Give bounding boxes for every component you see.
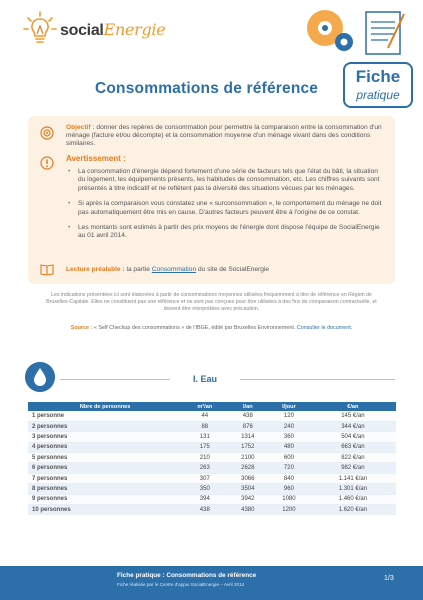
table-cell: 210: [182, 453, 227, 463]
table-cell: 1.141 €/an: [310, 473, 396, 483]
warning-heading: Avertissement :: [66, 154, 126, 163]
lecture-text-2: du site de SocialEnergie: [196, 266, 270, 273]
column-header: Nbre de personnes: [28, 402, 182, 411]
table-row: [28, 442, 396, 452]
table-cell: 663 €/an: [310, 442, 396, 452]
table-cell: 8 personnes: [28, 484, 182, 494]
table-cell: 982 €/an: [310, 463, 396, 473]
logo-accent: Energie: [103, 20, 166, 39]
consulter-document-link[interactable]: Consulter le document.: [296, 325, 353, 331]
table-cell: 240: [268, 421, 310, 431]
table-cell: 2628: [227, 463, 268, 473]
table-cell: 1.301 €/an: [310, 484, 396, 494]
table-cell: 504 €/an: [310, 432, 396, 442]
table-cell: 1200: [268, 505, 310, 515]
list-item: • La consommation d'énergie dépend fortement d'une série de facteurs tels que l'état du bâti, la situation du logement, les équipements présents, les habitudes de consommation, etc. Les chiffres suivants sont présentés à titre indicatif et ne reflètent pas la diversité des situations vécues par les ménages.: [66, 168, 384, 193]
table-cell: 7 personnes: [28, 473, 182, 483]
logo-prefix: social: [60, 22, 104, 39]
table-cell: 600: [268, 453, 310, 463]
logo-text: [60, 20, 165, 40]
table-cell: 438: [182, 505, 227, 515]
table-cell: 3066: [227, 473, 268, 483]
lecture-label: Lecture préalable :: [66, 266, 125, 273]
table-cell: 960: [268, 484, 310, 494]
table-cell: 88: [182, 421, 227, 431]
table-row: [28, 494, 396, 504]
table-cell: 10 personnes: [28, 505, 182, 515]
table-header-row: [28, 402, 396, 411]
target-icon: [40, 126, 54, 140]
socialenergie-logo: [22, 10, 165, 46]
table-cell: 4380: [227, 505, 268, 515]
consommation-link[interactable]: Consommation: [151, 266, 197, 273]
table-cell: 131: [182, 432, 227, 442]
badge-line1: Fiche: [355, 67, 401, 86]
table-cell: 2 personnes: [28, 421, 182, 431]
table-cell: 360: [268, 432, 310, 442]
column-header: m³/an: [182, 402, 227, 411]
table-row: [28, 421, 396, 431]
table-cell: 4 personnes: [28, 442, 182, 452]
table-row: [28, 453, 396, 463]
table-cell: 1.460 €/an: [310, 494, 396, 504]
objectif-label: Objectif :: [66, 124, 95, 131]
table-cell: 350: [182, 484, 227, 494]
lecture-prealable: [66, 266, 269, 273]
source-line: [30, 325, 393, 331]
table-cell: 3942: [227, 494, 268, 504]
objectif-paragraph: [66, 124, 386, 148]
header-decoration: [300, 6, 410, 58]
water-drop-icon: [25, 362, 55, 392]
table-cell: 44: [182, 411, 227, 421]
table-cell: 5 personnes: [28, 453, 182, 463]
page-number: 1/3: [384, 575, 394, 582]
table-row: [28, 432, 396, 442]
table-cell: 344 €/an: [310, 421, 396, 431]
table-cell: 3504: [227, 484, 268, 494]
list-item: • Si après la comparaison vous constatez une « surconsommation », le comportement du ménage ne doit pas automatiquement être mis en cause. D'autres facteurs peuvent être à l'origine de ce constat.: [66, 200, 384, 217]
table-row: [28, 411, 396, 421]
table-cell: 3 personnes: [28, 432, 182, 442]
table-cell: 145 €/an: [310, 411, 396, 421]
source-text: « Self Checkup des consommations » de l'IBGE, édité par Bruxelles Environnement.: [92, 325, 297, 331]
table-cell: 876: [227, 421, 268, 431]
list-item: • Les montants sont estimés à partir des prix moyens de l'énergie dont dispose l'équipe de SocialEnergie au 01 avril 2014.: [66, 224, 384, 241]
section-header-eau: [0, 362, 423, 398]
warning-icon: [40, 156, 54, 170]
table-cell: 394: [182, 494, 227, 504]
lightbulb-icon: [22, 10, 58, 46]
table-row: [28, 484, 396, 494]
table-cell: 1752: [227, 442, 268, 452]
table-row: [28, 473, 396, 483]
table-row: [28, 463, 396, 473]
section-title: I. Eau: [170, 371, 240, 387]
table-cell: 822 €/an: [310, 453, 396, 463]
water-consumption-table: [28, 402, 396, 515]
page-title: Consommations de référence: [95, 80, 319, 97]
gears-icon: [307, 10, 353, 51]
table-cell: 2100: [227, 453, 268, 463]
table-cell: 120: [268, 411, 310, 421]
table-cell: 1.620 €/an: [310, 505, 396, 515]
table-cell: 438: [227, 411, 268, 421]
document-icon: [366, 12, 404, 54]
table-cell: 1080: [268, 494, 310, 504]
footer-title: Fiche pratique : Consommations de référence: [117, 572, 257, 579]
table-cell: 9 personnes: [28, 494, 182, 504]
info-box: [28, 116, 395, 284]
table-cell: 1 personne: [28, 411, 182, 421]
table-cell: 6 personnes: [28, 463, 182, 473]
column-header: €/an: [310, 402, 396, 411]
table-cell: 307: [182, 473, 227, 483]
table-cell: 720: [268, 463, 310, 473]
table-cell: 840: [268, 473, 310, 483]
table-cell: 480: [268, 442, 310, 452]
table-cell: 1314: [227, 432, 268, 442]
fiche-pratique-badge: [343, 62, 413, 108]
table-cell: 263: [182, 463, 227, 473]
disclaimer-note: Les indications présentées ici sont élaborées à partir de consommations moyennes utilisées fréquemment à titre de référence en Région de Bruxelles-Capitale. Elles ne constituent pas une référence et ne sont pas conçues pour être utilisées à des fins de comparaison contractuelle, et doivent être interprétées avec précaution.: [46, 292, 377, 312]
source-label: Source :: [70, 325, 93, 331]
lecture-text-1: la partie: [124, 266, 152, 273]
badge-line2: pratique: [356, 88, 400, 102]
page-footer: [0, 566, 423, 600]
column-header: l/an: [227, 402, 268, 411]
objectif-text: donner des repères de consommation pour permettre la comparaison entre la consommation d'un ménage (facture et/ou décompte) et la consommation moyenne d'un ménage vivant dans des conditions similaires.: [66, 124, 382, 147]
column-header: l/jour: [268, 402, 310, 411]
footer-subtitle: Fiche réalisée par le Centre d'appui SocialEnergie – Avril 2014: [117, 582, 245, 587]
page-header: [0, 0, 423, 62]
table-row: [28, 505, 396, 515]
table-cell: 175: [182, 442, 227, 452]
warning-list: [66, 168, 384, 248]
book-icon: [40, 262, 54, 276]
